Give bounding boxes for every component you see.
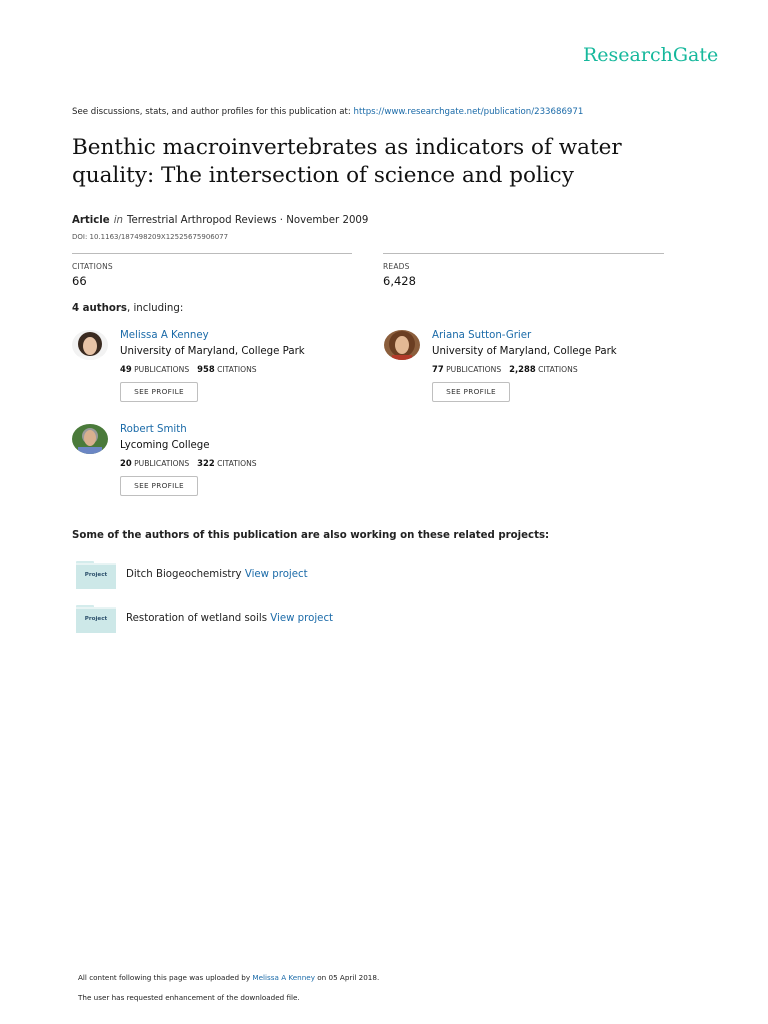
see-profile-button[interactable]: SEE PROFILE (120, 476, 198, 496)
author-citations-count: 2,288 (509, 364, 536, 374)
author-institution: Lycoming College (120, 440, 210, 451)
author-citations-label: CITATIONS (538, 365, 578, 374)
discussions-line (72, 107, 583, 117)
article-type: Article (72, 215, 110, 226)
publications-label: PUBLICATIONS (134, 365, 190, 374)
author-card (72, 330, 372, 410)
project-name: Ditch Biogeochemistry (126, 569, 242, 580)
author-institution: University of Maryland, College Park (120, 346, 305, 357)
project-item (76, 605, 476, 635)
authors-header (72, 303, 183, 314)
reads-divider (383, 253, 664, 254)
author-name-link[interactable]: Ariana Sutton-Grier (432, 330, 532, 341)
project-item (76, 561, 476, 591)
publications-count: 49 (120, 364, 132, 374)
author-institution: University of Maryland, College Park (432, 346, 617, 357)
author-avatar[interactable] (72, 424, 108, 454)
project-text (126, 613, 333, 624)
upload-note (78, 973, 379, 982)
avatar-photo-icon (384, 330, 420, 360)
upload-suffix: on 05 April 2018. (317, 973, 380, 982)
publications-label: PUBLICATIONS (446, 365, 502, 374)
author-card (384, 330, 684, 410)
author-avatar[interactable] (384, 330, 420, 360)
citations-divider (72, 253, 352, 254)
project-text (126, 569, 308, 580)
project-folder-icon[interactable] (76, 605, 116, 633)
researchgate-logo[interactable]: ResearchGate (583, 44, 719, 66)
project-folder-label: Project (84, 616, 108, 622)
author-card (72, 424, 372, 504)
publication-title: Benthic macroinvertebrates as indicators of water quality: The intersection of science and policy (72, 135, 622, 188)
author-citations-label: CITATIONS (217, 459, 257, 468)
project-folder-label: Project (84, 572, 108, 578)
enhancement-note: The user has requested enhancement of the downloaded file. (78, 993, 300, 1002)
view-project-link[interactable]: View project (244, 569, 308, 580)
journal-date: Terrestrial Arthropod Reviews · November 2009 (127, 215, 369, 226)
see-profile-button[interactable]: SEE PROFILE (120, 382, 198, 402)
author-stats (120, 458, 257, 468)
article-info (72, 215, 368, 226)
view-project-link[interactable]: View project (270, 613, 334, 624)
author-stats (120, 364, 257, 374)
author-citations-count: 958 (197, 364, 215, 374)
avatar-photo-icon (72, 330, 108, 360)
author-avatar[interactable] (72, 330, 108, 360)
author-citations-label: CITATIONS (217, 365, 257, 374)
in-word: in (113, 215, 124, 226)
discussions-prefix: See discussions, stats, and author profiles for this publication at: (72, 107, 351, 117)
reads-value: 6,428 (383, 274, 416, 288)
avatar-photo-icon (72, 424, 108, 454)
publications-count: 77 (432, 364, 444, 374)
author-stats (432, 364, 578, 374)
projects-header: Some of the authors of this publication are also working on these related projects: (72, 530, 550, 541)
publication-url-link[interactable]: https://www.researchgate.net/publication/233686971 (353, 107, 584, 117)
doi: DOI: 10.1163/187498209X12525675906077 (72, 233, 229, 241)
upload-prefix: All content following this page was uploaded by (78, 973, 251, 982)
authors-count: 4 authors (72, 303, 127, 314)
author-citations-count: 322 (197, 458, 215, 468)
citations-label: CITATIONS (72, 262, 113, 271)
project-folder-icon[interactable] (76, 561, 116, 589)
publications-count: 20 (120, 458, 132, 468)
reads-label: READS (383, 262, 410, 271)
uploader-link[interactable]: Melissa A Kenney (252, 973, 315, 982)
project-name: Restoration of wetland soils (126, 613, 268, 624)
author-name-link[interactable]: Melissa A Kenney (120, 330, 209, 341)
citations-value: 66 (72, 274, 87, 288)
authors-suffix: , including: (126, 303, 184, 314)
see-profile-button[interactable]: SEE PROFILE (432, 382, 510, 402)
publications-label: PUBLICATIONS (134, 459, 190, 468)
author-name-link[interactable]: Robert Smith (120, 424, 187, 435)
